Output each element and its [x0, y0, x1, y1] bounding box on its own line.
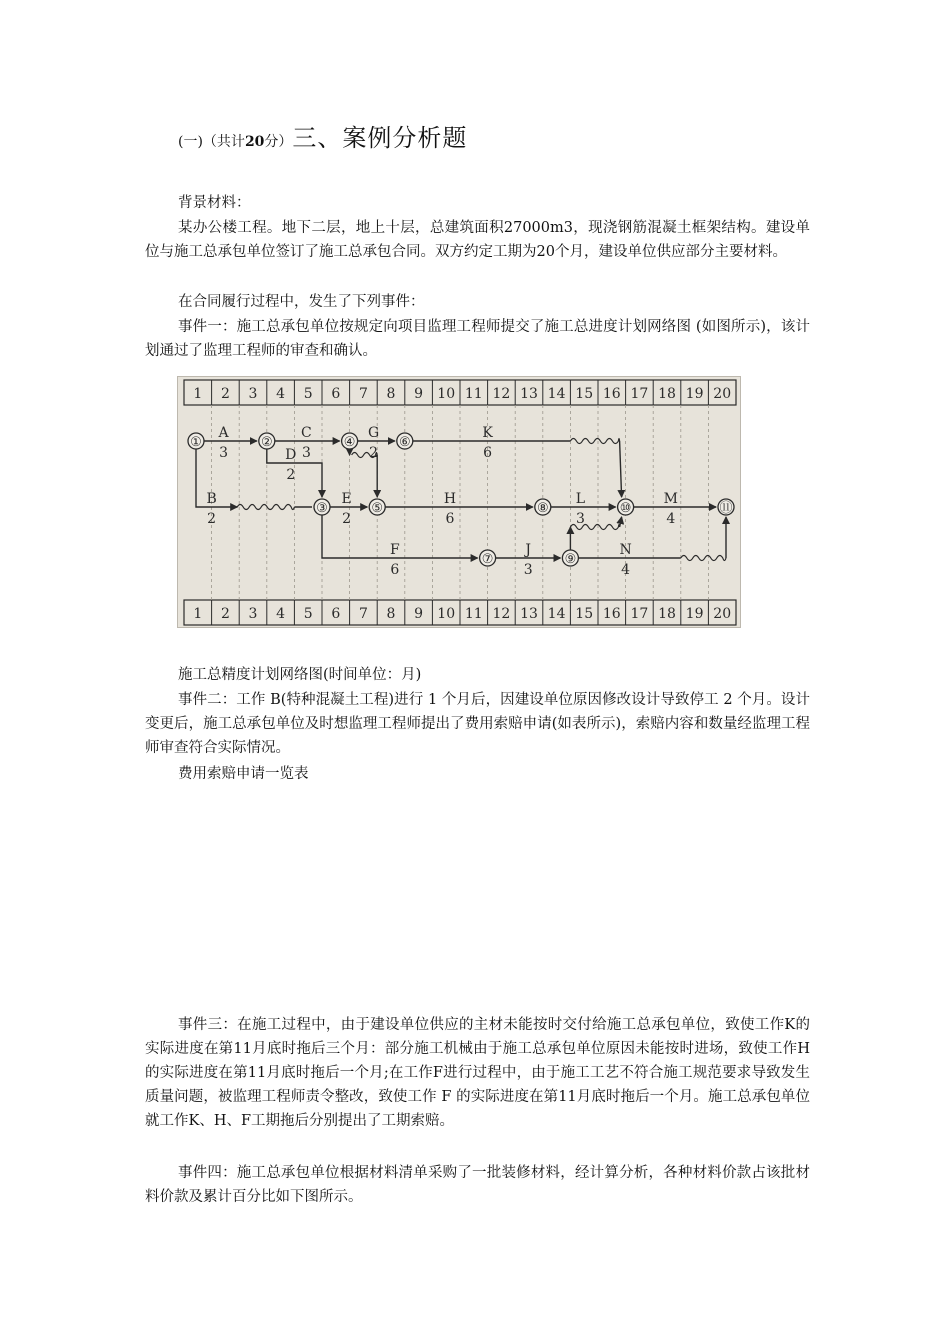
month-label: 13	[520, 606, 538, 622]
month-label: 15	[575, 386, 594, 402]
activity-name-C: C	[301, 425, 312, 441]
activity-name-H: H	[443, 491, 457, 507]
activity-duration-N: 4	[621, 562, 631, 578]
month-label: 19	[685, 386, 704, 402]
month-label: 11	[464, 386, 483, 402]
month-label: 19	[685, 606, 704, 622]
month-label: 4	[276, 606, 286, 622]
activity-name-M: M	[663, 491, 678, 507]
activity-duration-J: 3	[523, 562, 533, 578]
month-label: 7	[358, 386, 368, 402]
node-label-11: ⑪	[719, 501, 733, 516]
month-label: 5	[303, 386, 313, 402]
month-label: 18	[658, 606, 676, 622]
activity-name-B: B	[206, 491, 217, 507]
node-label-5: ⑤	[371, 501, 384, 516]
activity-N-free-float	[681, 556, 726, 561]
month-label: 5	[303, 606, 313, 622]
month-label: 12	[492, 386, 511, 402]
month-label: 17	[630, 386, 649, 402]
month-label: 4	[276, 386, 286, 402]
month-label: 7	[358, 606, 368, 622]
activity-name-K: K	[482, 425, 493, 441]
figure-caption: 施工总精度计划网络图(时间单位：月)	[178, 667, 422, 683]
activity-duration-K: 6	[483, 445, 493, 461]
section-title: 三、案例分析题	[292, 124, 468, 152]
project-description: 某办公楼工程。地下二层，地上十层，总建筑面积27000m3，现浇钢筋混凝土框架结构。建设单位与施工总承包单位签订了施工总承包合同。双方约定工期为20个月，建设单位供应部分主要材料。	[145, 220, 810, 260]
table-caption: 费用索赔申请一览表	[178, 766, 309, 782]
background-label: 背景材料：	[178, 195, 251, 211]
month-label: 14	[547, 386, 566, 402]
activity-name-A: A	[218, 425, 229, 441]
activity-duration-G: 2	[369, 445, 379, 461]
month-label: 3	[248, 606, 258, 622]
activity-duration-H: 6	[445, 511, 455, 527]
dummy-9-10-arrow	[620, 517, 622, 527]
month-label: 16	[602, 386, 621, 402]
month-label: 9	[414, 386, 424, 402]
month-label: 2	[220, 386, 230, 402]
activity-duration-B: 2	[207, 511, 217, 527]
month-label: 2	[220, 606, 230, 622]
activity-name-G: G	[368, 425, 380, 441]
section-suffix: 分）	[264, 134, 293, 150]
month-label: 14	[547, 606, 566, 622]
node-label-8: ⑧	[536, 501, 549, 516]
month-label: 17	[630, 606, 649, 622]
activity-name-N: N	[619, 542, 632, 558]
activity-B-free-float	[237, 505, 294, 510]
activity-duration-E: 2	[342, 511, 352, 527]
section-heading	[178, 118, 467, 153]
node-label-9: ⑨	[564, 552, 577, 567]
month-label: 18	[658, 386, 676, 402]
activity-duration-M: 4	[666, 511, 676, 527]
network-diagram-svg	[178, 377, 742, 629]
activity-name-J: J	[525, 542, 532, 558]
month-label: 20	[713, 606, 732, 622]
month-label: 9	[414, 606, 424, 622]
network-diagram	[177, 376, 741, 628]
month-label: 12	[492, 606, 511, 622]
node-label-3: ③	[316, 501, 328, 516]
node-label-1: ①	[190, 435, 202, 450]
month-label: 16	[602, 606, 621, 622]
month-label: 8	[386, 386, 396, 402]
node-label-4: ④	[343, 435, 356, 450]
activity-name-L: L	[575, 491, 586, 507]
events-intro: 在合同履行过程中，发生了下列事件：	[178, 294, 425, 310]
event-three: 事件三：在施工过程中，由于建设单位供应的主材未能按时交付给施工总承包单位，致使工作K的实际进度在第11月底时拖后三个月：部分施工机械由于施工总承包单位原因未能按时进场，致使工作H的实际进度在第11月底时拖后一个月;在工作F进行过程中，由于施工工艺不符合施工规范要求导致发生质量问题，被监理工程师责令整改，致使工作 F 的实际进度在第11月底时拖后一个月。施工总承包单位就工作K、H、F工期拖后分别提出了工期索赔。	[145, 1017, 810, 1129]
month-label: 10	[437, 386, 456, 402]
month-label: 13	[520, 386, 538, 402]
month-label: 6	[331, 386, 341, 402]
month-label: 1	[193, 606, 203, 622]
activity-name-F: F	[389, 542, 400, 558]
activity-duration-C: 3	[301, 445, 311, 461]
section-points: 20	[244, 134, 265, 150]
month-label: 1	[193, 386, 203, 402]
month-label: 10	[437, 606, 456, 622]
node-label-10: ⑩	[619, 501, 632, 516]
month-label: 11	[464, 606, 483, 622]
event-four: 事件四：施工总承包单位根据材料清单采购了一批装修材料，经计算分析，各种材料价款占该批材料价款及累计百分比如下图所示。	[145, 1165, 810, 1205]
month-label: 8	[386, 606, 396, 622]
section-prefix: (一)（共计	[178, 134, 245, 150]
activity-duration-F: 6	[390, 562, 400, 578]
activity-K-arrow	[620, 441, 622, 497]
activity-duration-L: 3	[575, 511, 585, 527]
activity-K-free-float	[570, 439, 619, 444]
activity-name-D: D	[285, 447, 297, 463]
node-label-2: ②	[260, 435, 273, 450]
activity-duration-A: 3	[219, 445, 229, 461]
month-label: 3	[248, 386, 258, 402]
month-label: 6	[331, 606, 341, 622]
node-label-6: ⑥	[398, 435, 411, 450]
activity-name-E: E	[341, 491, 352, 507]
node-label-7: ⑦	[481, 552, 494, 567]
event-one: 事件一：施工总承包单位按规定向项目监理工程师提交了施工总进度计划网络图 (如图所示)，该计划通过了监理工程师的审查和确认。	[145, 319, 810, 359]
activity-duration-D: 2	[286, 467, 296, 483]
month-label: 20	[713, 386, 732, 402]
event-two: 事件二：工作 B(特种混凝土工程)进行 1 个月后，因建设单位原因修改设计导致停工 2 个月。设计变更后，施工总承包单位及时想监理工程师提出了费用索赔申请(如表所示)，索赔内容和数量经监理工程师审查符合实际情况。	[145, 692, 810, 756]
month-label: 15	[575, 606, 594, 622]
